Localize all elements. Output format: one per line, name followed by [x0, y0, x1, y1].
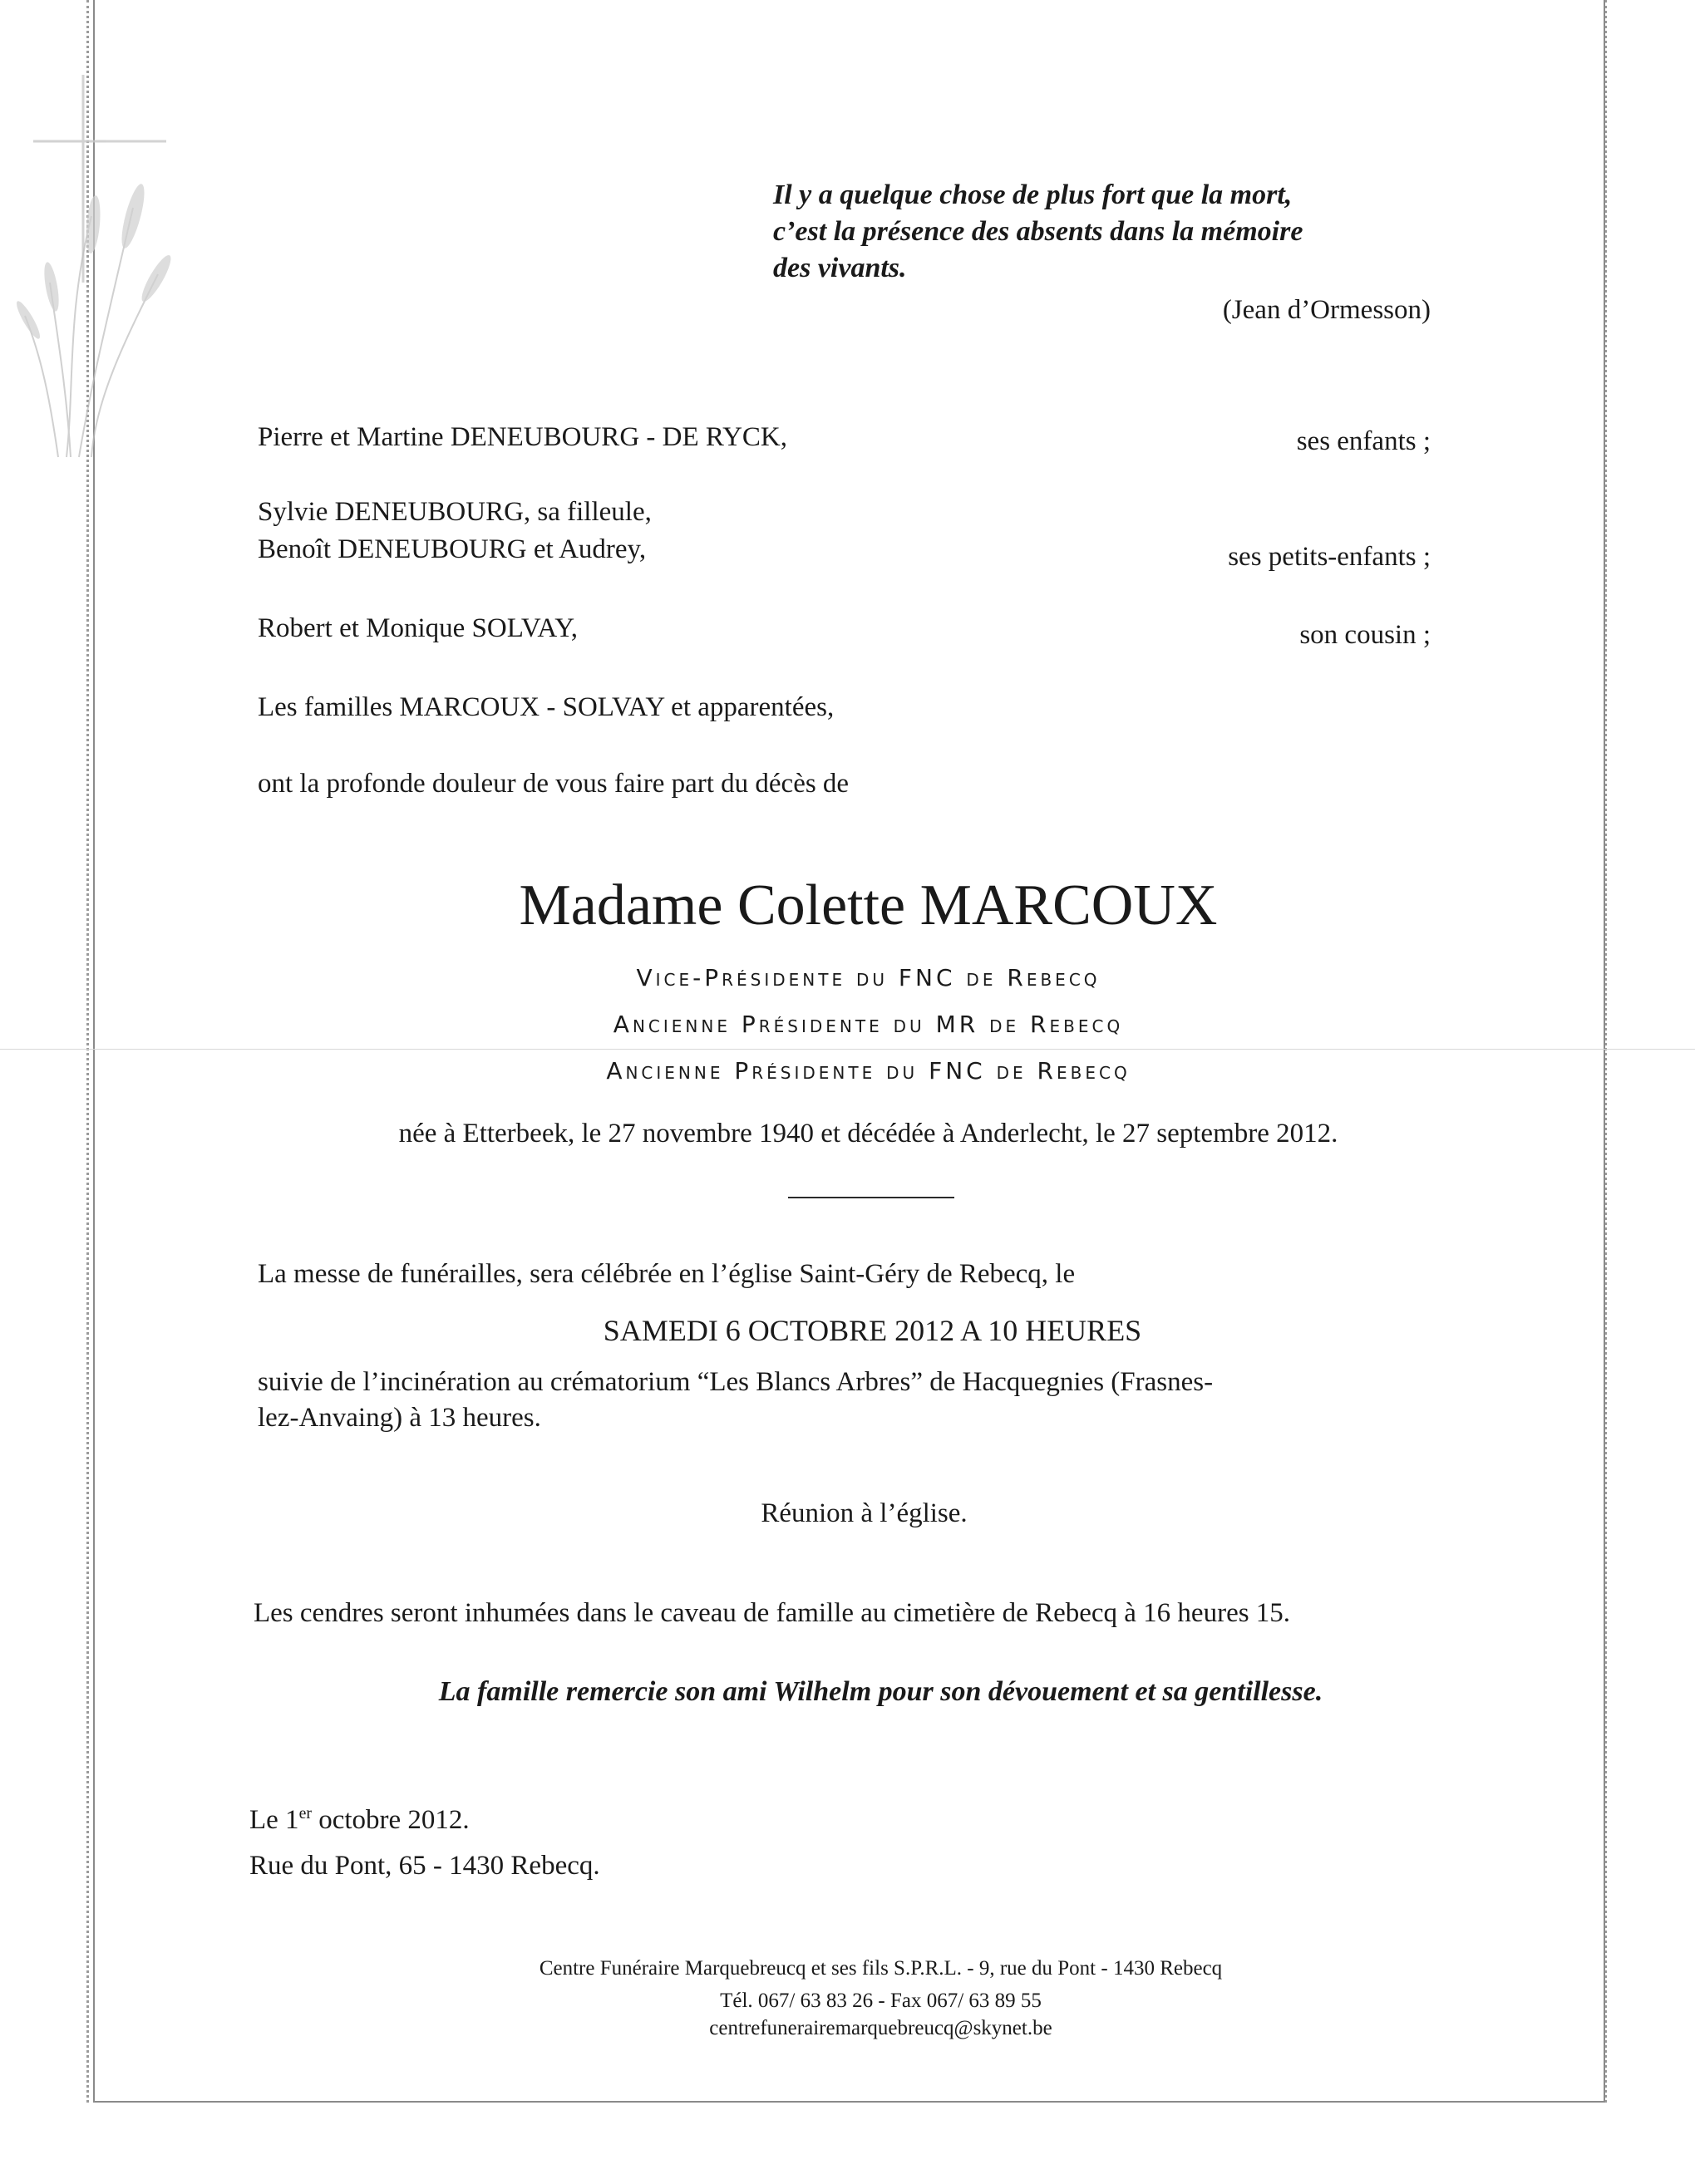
- deceased-title: Ancienne Présidente du MR de Rebecq: [613, 1011, 1124, 1038]
- relation-children: ses enfants ;: [1296, 426, 1431, 456]
- meeting-note: Réunion à l’église.: [761, 1498, 968, 1528]
- epigraph-line: Il y a quelque chose de plus fort que la mort,: [773, 180, 1293, 210]
- separator-rule: [788, 1197, 954, 1198]
- announcement-line: ont la profonde douleur de vous faire part du décès de: [258, 769, 850, 799]
- birth-death-line: née à Etterbeek, le 27 novembre 1940 et décédée à Anderlecht, le 27 septembre 2012.: [398, 1119, 1338, 1149]
- notice-date-prefix: Le 1: [249, 1805, 299, 1835]
- grass-cross-illustration-icon: [17, 66, 208, 465]
- notice-address: Rue du Pont, 65 - 1430 Rebecq.: [249, 1851, 600, 1881]
- ashes-note: Les cendres seront inhumées dans le caveau de famille au cimetière de Rebecq à 16 heures 15.: [254, 1598, 1291, 1628]
- funeral-home-email: centrefunerairemarquebreucq@skynet.be: [709, 2017, 1052, 2039]
- family-children: Pierre et Martine DENEUBOURG - DE RYCK,: [258, 422, 787, 452]
- family-relatives: Les familles MARCOUX - SOLVAY et apparentées,: [258, 692, 835, 722]
- deceased-title: Ancienne Présidente du FNC de Rebecq: [606, 1057, 1131, 1085]
- notice-date: [249, 1805, 470, 1836]
- epigraph-attribution: (Jean d’Ormesson): [1222, 295, 1431, 325]
- family-grandchildren: Benoît DENEUBOURG et Audrey,: [258, 534, 647, 564]
- notice-date-suffix: octobre 2012.: [311, 1805, 470, 1835]
- epigraph: [773, 177, 1303, 287]
- funeral-cremation-line: suivie de l’incinération au crématorium “Les Blancs Arbres” de Hacquegnies (Frasnes-: [258, 1367, 1214, 1397]
- family-cousin: Robert et Monique SOLVAY,: [258, 613, 579, 643]
- relation-grandchildren: ses petits-enfants ;: [1228, 542, 1431, 572]
- family-goddaughter: Sylvie DENEUBOURG, sa filleule,: [258, 497, 652, 527]
- funeral-date: SAMEDI 6 OCTOBRE 2012 A 10 HEURES: [603, 1314, 1142, 1347]
- fold-line: [0, 1049, 1695, 1050]
- deceased-name: Madame Colette MARCOUX: [519, 873, 1218, 937]
- thanks-note: La famille remercie son ami Wilhelm pour son dévouement et sa gentillesse.: [438, 1676, 1323, 1707]
- funeral-intro: La messe de funérailles, sera célébrée en l’église Saint-Géry de Rebecq, le: [258, 1259, 1076, 1289]
- relation-cousin: son cousin ;: [1299, 620, 1431, 650]
- notice-date-sup: er: [298, 1804, 312, 1822]
- deceased-title: Vice-Présidente du FNC de Rebecq: [636, 964, 1101, 991]
- epigraph-line: des vivants.: [773, 253, 907, 283]
- funeral-cremation-line: lez-Anvaing) à 13 heures.: [258, 1403, 541, 1433]
- funeral-home-name: Centre Funéraire Marquebreucq et ses fils S.P.R.L. - 9, rue du Pont - 1430 Rebecq: [539, 1957, 1223, 1980]
- funeral-home-phone: Tél. 067/ 63 83 26 - Fax 067/ 63 89 55: [720, 1990, 1042, 2012]
- epigraph-line: c’est la présence des absents dans la mémoire: [773, 216, 1303, 247]
